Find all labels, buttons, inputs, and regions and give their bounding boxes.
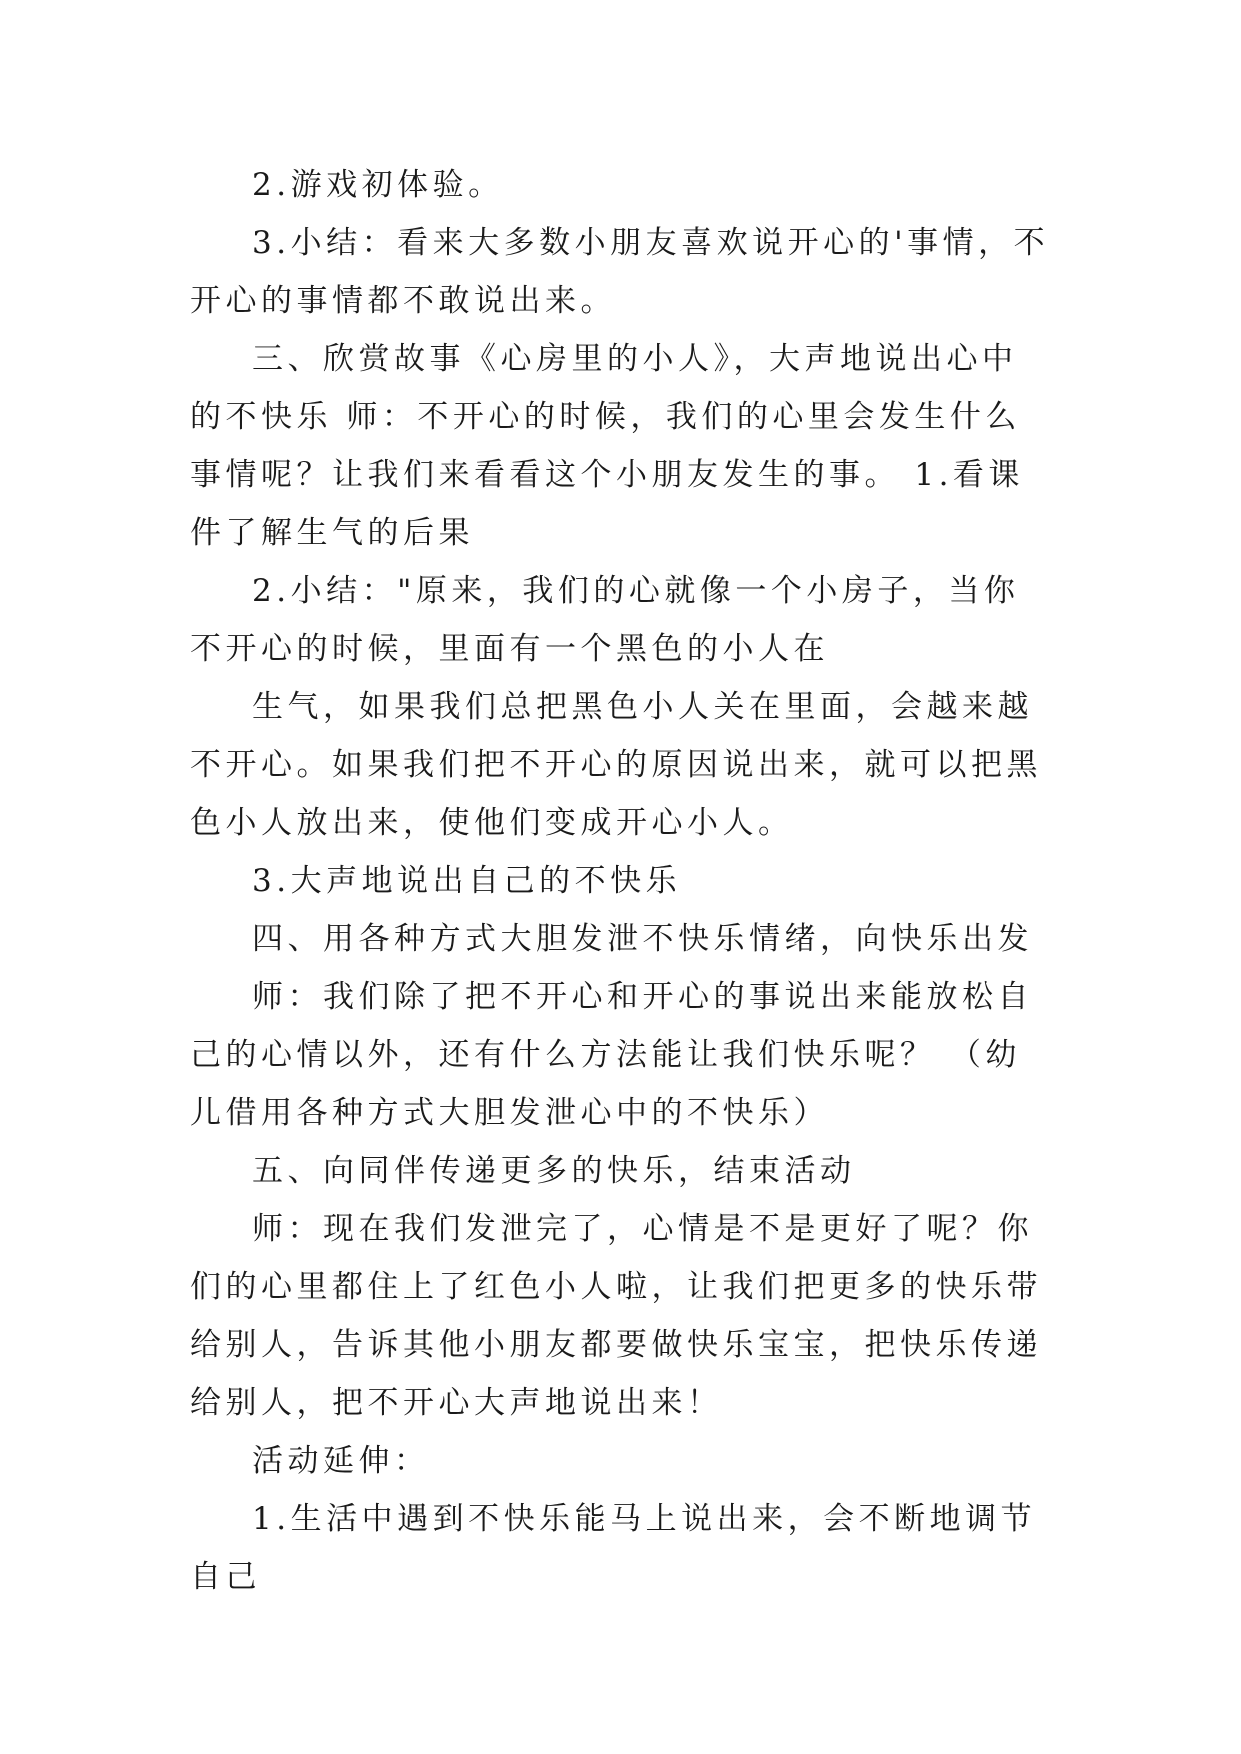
paragraph: 2.小结："原来，我们的心就像一个小房子，当你不开心的时候，里面有一个黑色的小人在 bbox=[190, 573, 1020, 667]
paragraph: 师：我们除了把不开心和开心的事说出来能放松自己的心情以外，还有什么方法能让我们快乐呢？ （幼儿借用各种方式大胆发泄心中的不快乐） bbox=[190, 979, 1033, 1131]
document-body bbox=[190, 156, 1050, 1606]
paragraph: 五、向同伴传递更多的快乐，结束活动 bbox=[252, 1153, 856, 1189]
paragraph: 三、欣赏故事《心房里的小人》，大声地说出心中的不快乐 师：不开心的时候，我们的心里会发生什么事情呢？让我们来看看这个小朋友发生的事。 1.看课件了解生气的后果 bbox=[190, 341, 1024, 551]
paragraph: 1.生活中遇到不快乐能马上说出来，会不断地调节自己 bbox=[190, 1501, 1037, 1595]
paragraph: 3.大声地说出自己的不快乐 bbox=[252, 863, 682, 899]
paragraph: 生气，如果我们总把黑色小人关在里面，会越来越不开心。如果我们把不开心的原因说出来，就可以把黑色小人放出来，使他们变成开心小人。 bbox=[190, 689, 1042, 841]
paragraph: 师：现在我们发泄完了，心情是不是更好了呢？你们的心里都住上了红色小人啦，让我们把更多的快乐带给别人，告诉其他小朋友都要做快乐宝宝，把快乐传递给别人，把不开心大声地说出来！ bbox=[190, 1211, 1042, 1421]
paragraph: 2.游戏初体验。 bbox=[252, 167, 504, 203]
paragraph: 3.小结：看来大多数小朋友喜欢说开心的'事情，不开心的事情都不敢说出来。 bbox=[190, 225, 1050, 319]
paragraph: 四、用各种方式大胆发泄不快乐情绪，向快乐出发 bbox=[252, 921, 1033, 957]
paragraph: 活动延伸： bbox=[252, 1443, 430, 1479]
